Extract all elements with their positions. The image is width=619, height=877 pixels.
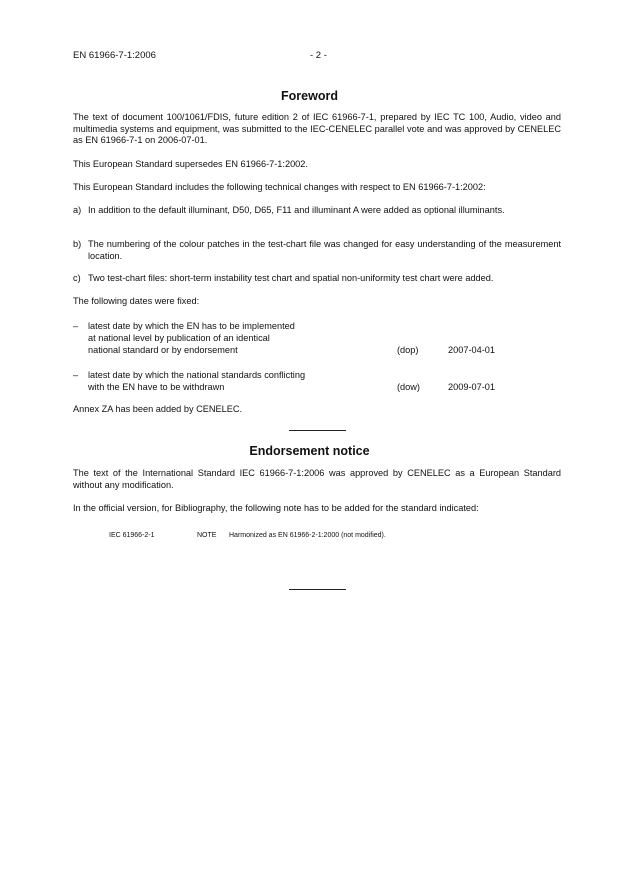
date-entry-marker: – (73, 370, 79, 380)
annex-note: Annex ZA has been added by CENELEC. (73, 404, 243, 414)
endorsement-title: Endorsement notice (249, 444, 370, 458)
date-entry-code: (dow) (397, 382, 420, 392)
end-divider (289, 589, 346, 590)
endorsement-paragraph-2: In the official version, for Bibliography, the following note has to be added for the standard indicated: (73, 503, 479, 513)
date-entry-line: with the EN have to be withdrawn (88, 382, 225, 392)
foreword-paragraph-2: This European Standard supersedes EN 61966-7-1:2002. (73, 159, 308, 169)
date-entry-code: (dop) (397, 345, 419, 355)
list-text: The numbering of the colour patches in the test-chart file was changed for easy understanding of the measurement location. (88, 239, 561, 261)
endorsement-paragraph-1: The text of the International Standard IEC 61966-7-1:2006 was approved by CENELEC as a European Standard without any modification. (73, 468, 561, 490)
date-entry-date: 2009-07-01 (448, 382, 495, 392)
list-marker: c) (73, 273, 81, 283)
foreword-paragraph-1: The text of document 100/1061/FDIS, future edition 2 of IEC 61966-7-1, prepared by IEC TC 100, Audio, video and multimedia systems and equipment, was submitted to the IEC-CENELEC parallel vote and was approved by CENELEC as EN 61966-7-1 on 2006-07-01. (73, 112, 561, 146)
date-entry-line: national standard or by endorsement (88, 345, 238, 355)
date-entry-date: 2007-04-01 (448, 345, 495, 355)
note-label: NOTE (197, 532, 217, 539)
date-entry-marker: – (73, 321, 79, 331)
section-divider (289, 430, 346, 431)
page-number: - 2 - (310, 50, 327, 61)
list-text: In addition to the default illuminant, D50, D65, F11 and illuminant A were added as optional illuminants. (88, 205, 505, 215)
list-marker: b) (73, 239, 82, 249)
foreword-paragraph-3: This European Standard includes the following technical changes with respect to EN 61966-7-1:2002: (73, 182, 486, 192)
date-entry-line: at national level by publication of an identical (88, 333, 270, 343)
dates-intro: The following dates were fixed: (73, 296, 200, 306)
foreword-title: Foreword (281, 89, 338, 103)
note-text: Harmonized as EN 61966-2-1:2000 (not modified). (229, 532, 386, 539)
date-entry-line: latest date by which the EN has to be implemented (88, 321, 295, 331)
list-marker: a) (73, 205, 82, 215)
document-id: EN 61966-7-1:2006 (73, 50, 156, 61)
note-reference: IEC 61966-2-1 (109, 532, 155, 539)
list-text: Two test-chart files: short-term instability test chart and spatial non-uniformity test chart were added. (88, 273, 494, 283)
date-entry-line: latest date by which the national standards conflicting (88, 370, 306, 380)
